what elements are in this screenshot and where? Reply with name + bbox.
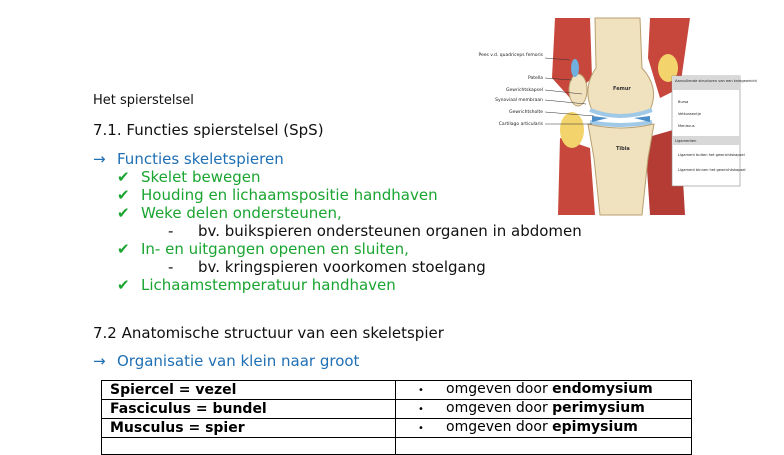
function-item [117,276,396,294]
table-cell-covering [396,438,692,455]
table-cell-covering [396,419,692,438]
checkmark-icon: ✔ [117,276,130,294]
section-heading-anatomy: 7.2 Anatomische structuur van een skeletspier [93,324,444,342]
arrow-icon: → [93,352,106,370]
function-item-text: Weke delen ondersteunen, [141,204,342,222]
document-title: Het spierstelsel [93,93,194,108]
function-item [117,186,438,204]
checkmark-icon: ✔ [117,240,130,258]
function-item-text: Houding en lichaamspositie handhaven [141,186,438,204]
label-femur: Femur [613,86,631,92]
label-joint-capsule: Gewrichtskapsel [506,88,543,93]
function-item-text: Lichaamstemperatuur handhaven [141,276,396,294]
covering-term: perimysium [552,400,645,416]
label-quadriceps-tendon: Pees v.d. quadriceps femoris [478,53,543,58]
checkmark-icon: ✔ [117,186,130,204]
functions-heading: Functies skeletspieren [117,150,284,168]
covering-prefix: omgeven door [446,400,553,416]
bullet-icon: • [418,404,424,415]
dash-icon: - [168,222,174,240]
function-example-text: bv. buikspieren ondersteunen organen in abdomen [198,222,582,240]
knee-joint-illustration [478,18,757,215]
muscle-organisation-table [101,380,692,455]
table-row [102,400,692,419]
dash-icon: - [168,258,174,276]
covering-prefix: omgeven door [446,419,553,435]
table-row [102,419,692,438]
functions-heading-line [93,150,284,168]
section-heading-functions: 7.1. Functies spierstelsel (SpS) [93,121,324,139]
checkmark-icon: ✔ [117,204,130,222]
function-example [168,258,486,276]
bullet-icon: • [418,385,424,396]
organisation-heading-line [93,352,359,370]
patella [569,74,587,106]
table-cell-structure: Musculus = spier [102,419,396,438]
legend-item-meniscus: Meniscus [678,124,695,128]
label-joint-cavity: Gewrichtsholte [509,110,543,115]
label-patella: Patella [527,76,543,81]
checkmark-icon: ✔ [117,168,130,186]
label-synovial-membrane: Synoviaal membraan [495,98,543,103]
ligament-header: Ligamenten [675,139,697,143]
table-cell-structure: Fasciculus = bundel [102,400,396,419]
table-cell-covering [396,381,692,400]
ligament-item-outer: Ligament buiten het gewrichtskapsel [678,153,745,157]
function-item [117,240,409,258]
bullet-icon: • [418,423,424,434]
function-item [117,168,260,186]
function-item-text: Skelet bewegen [141,168,261,186]
legend-item-bursa: Bursa [678,100,689,104]
fat-pad [560,112,584,148]
table-cell-structure [102,438,396,455]
table-cell-structure: Spiercel = vezel [102,381,396,400]
label-tibia: Tibia [616,146,630,152]
covering-prefix: omgeven door [446,381,553,397]
table-row [102,381,692,400]
function-item [117,204,342,222]
function-example-text: bv. kringspieren voorkomen stoelgang [198,258,486,276]
bursa [571,59,579,77]
organisation-heading: Organisatie van klein naar groot [117,352,360,370]
tibialis-muscle [558,138,595,215]
ligament-item-inner: Ligament binnen het gewrichtskapsel [678,168,746,172]
arrow-icon: → [93,150,106,168]
table-row [102,438,692,455]
legend-item-fat-pad: Vetkussentje [678,112,701,116]
function-item-text: In- en uitgangen openen en sluiten, [141,240,409,258]
label-articular-cartilage: Cartilago articularis [498,122,543,127]
covering-term: epimysium [552,419,638,435]
table-cell-covering [396,400,692,419]
legend-header: Aanvullende structuren van een kniegewricht [675,79,757,83]
function-example [168,222,582,240]
covering-term: endomysium [552,381,653,397]
